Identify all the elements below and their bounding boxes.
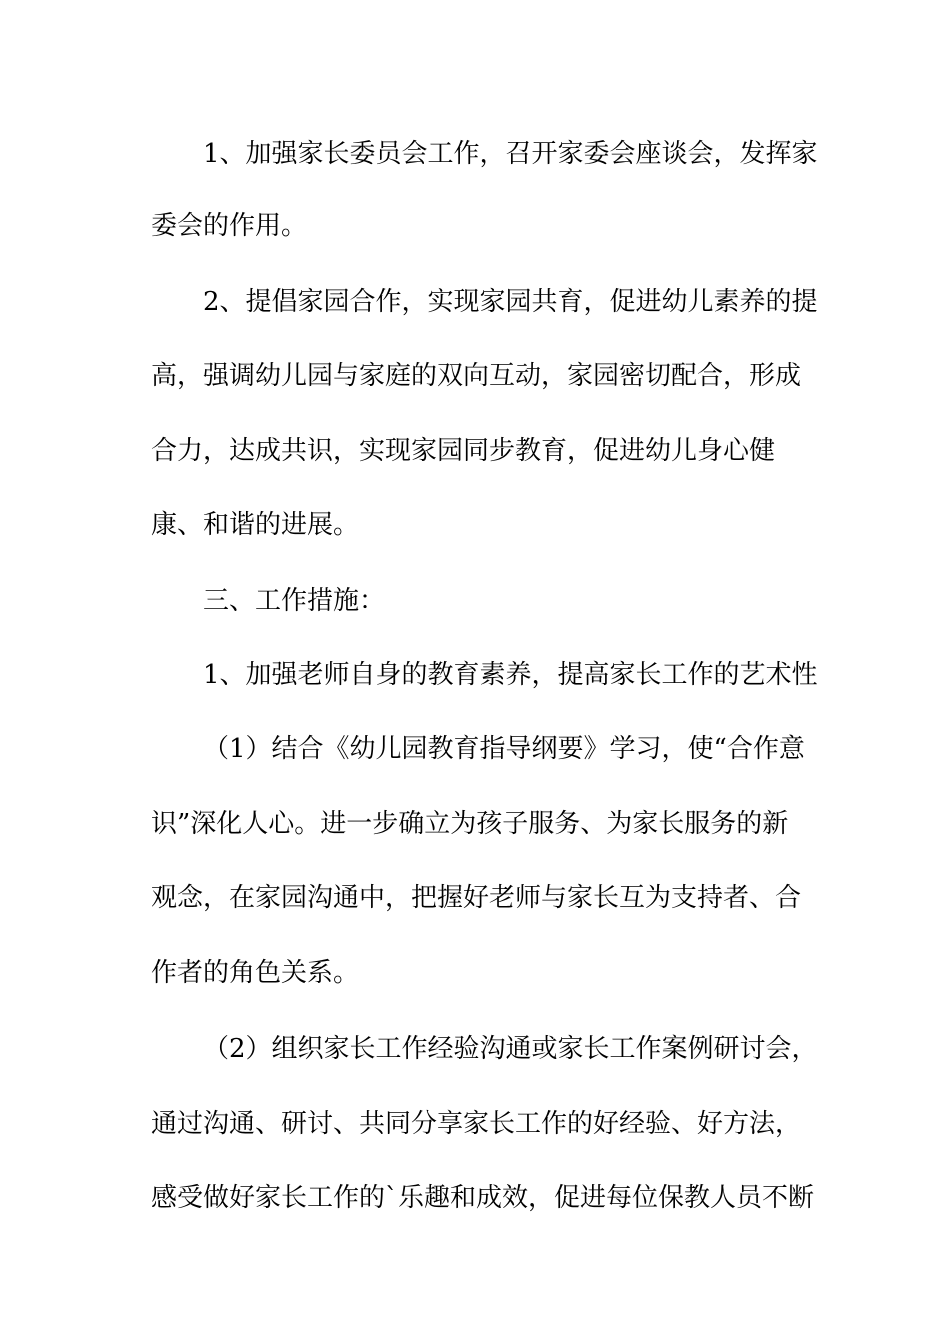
subitem-1-line-1: （1）结合《幼儿园教育指导纲要》学习，使“合作意 (203, 734, 805, 764)
paragraph-1-line-1: 1、加强家长委员会工作，召开家委会座谈会，发挥家 (203, 139, 818, 169)
subitem-1-line-4: 作者的角色关系。 (151, 958, 360, 988)
subitem-2-line-3: 感受做好家长工作的`乐趣和成效，促进每位保教人员不断 (151, 1183, 815, 1213)
item-1-heading: 1、加强老师自身的教育素养，提高家长工作的艺术性 (203, 660, 818, 690)
paragraph-2-line-2: 高，强调幼儿园与家庭的双向互动，家园密切配合，形成 (151, 361, 802, 391)
paragraph-2-line-1: 2、提倡家园合作，实现家园共育，促进幼儿素养的提 (203, 287, 818, 317)
paragraph-2-line-3: 合力，达成共识，实现家园同步教育，促进幼儿身心健 (151, 436, 776, 466)
subitem-1-line-3: 观念，在家园沟通中，把握好老师与家长互为支持者、合 (151, 883, 802, 913)
paragraph-2-line-4: 康、和谐的进展。 (151, 510, 360, 540)
subitem-2-line-2: 通过沟通、研讨、共同分享家长工作的好经验、好方法， (151, 1109, 802, 1139)
subitem-2-line-1: （2）组织家长工作经验沟通或家长工作案例研讨会， (203, 1034, 818, 1064)
paragraph-1-line-2: 委会的作用。 (151, 211, 308, 241)
subitem-1-line-2: 识”深化人心。进一步确立为孩子服务、为家长服务的新 (151, 809, 789, 839)
section-heading: 三、工作措施： (203, 586, 386, 616)
